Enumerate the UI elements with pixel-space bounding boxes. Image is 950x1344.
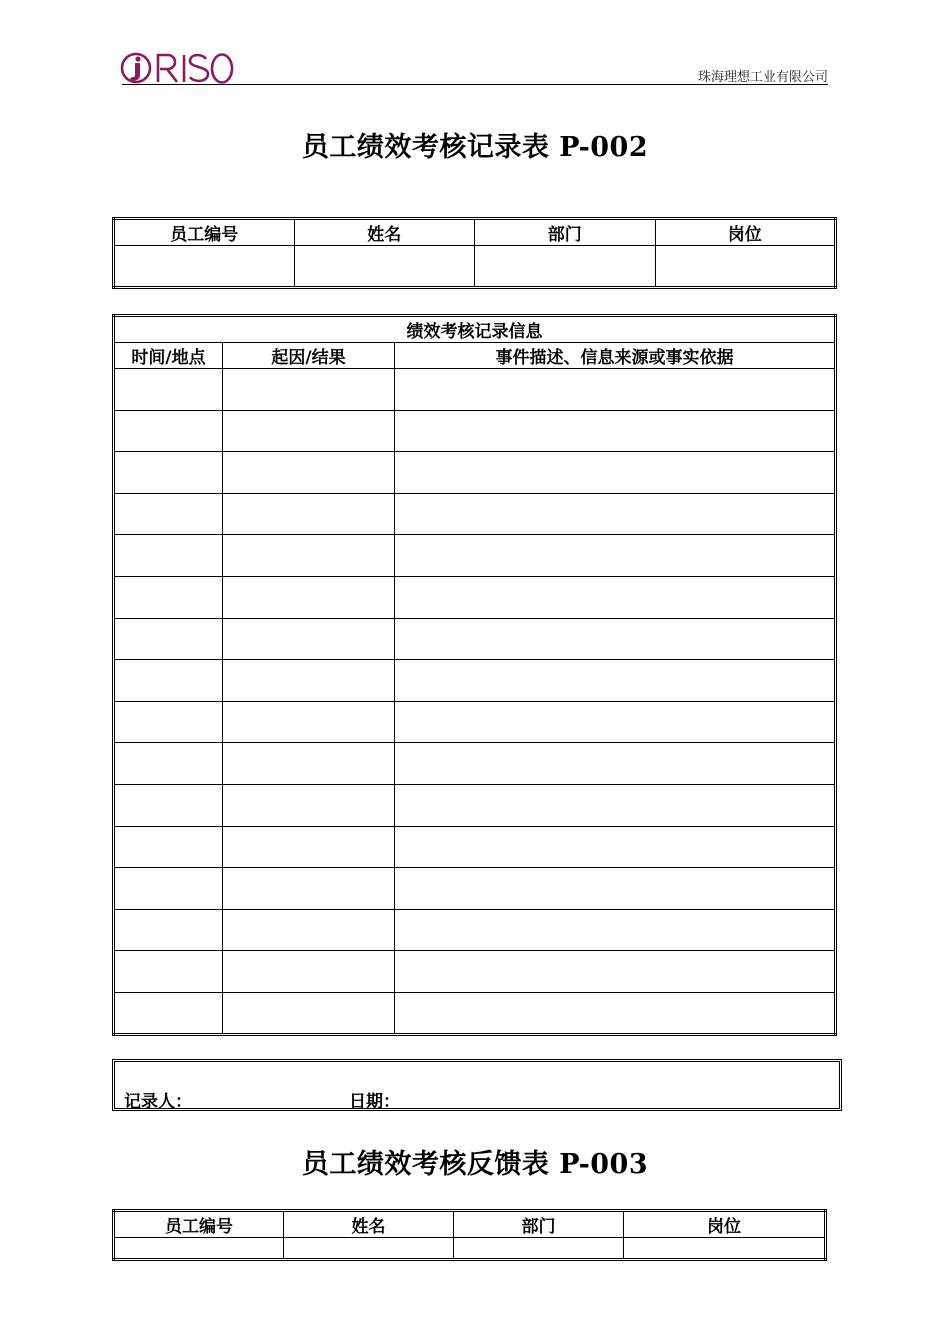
- record-header-cause-result: 起因/结果: [223, 343, 395, 369]
- record-time-place-cell[interactable]: [114, 493, 223, 535]
- record-time-place-cell[interactable]: [114, 369, 223, 411]
- record-row: [114, 868, 836, 910]
- header-divider: [122, 84, 828, 85]
- record-description-cell[interactable]: [395, 909, 836, 951]
- record-description-cell[interactable]: [395, 784, 836, 826]
- record-cause-result-cell[interactable]: [223, 369, 395, 411]
- record-row: [114, 743, 836, 785]
- p002-header-employee-id: 员工编号: [114, 219, 295, 246]
- record-time-place-cell[interactable]: [114, 909, 223, 951]
- record-header-description: 事件描述、信息来源或事实依据: [395, 343, 836, 369]
- record-description-cell[interactable]: [395, 868, 836, 910]
- record-section-title: 绩效考核记录信息: [114, 316, 836, 343]
- p002-employee-id-field[interactable]: [114, 246, 295, 288]
- record-description-cell[interactable]: [395, 660, 836, 702]
- p003-department-field[interactable]: [454, 1238, 624, 1260]
- p003-employee-info-table: [112, 1209, 827, 1261]
- record-cause-result-cell[interactable]: [223, 743, 395, 785]
- record-description-cell[interactable]: [395, 951, 836, 993]
- form-p002-title: 员工绩效考核记录表 P-002: [301, 132, 649, 163]
- record-cause-result-cell[interactable]: [223, 493, 395, 535]
- p002-employee-info-table: [112, 217, 837, 289]
- p003-name-field[interactable]: [284, 1238, 454, 1260]
- record-cause-result-cell[interactable]: [223, 826, 395, 868]
- record-time-place-cell[interactable]: [114, 826, 223, 868]
- p002-record-table: [112, 314, 837, 1036]
- record-row: [114, 909, 836, 951]
- record-time-place-cell[interactable]: [114, 992, 223, 1034]
- record-cause-result-cell[interactable]: [223, 452, 395, 494]
- record-row: [114, 576, 836, 618]
- record-time-place-cell[interactable]: [114, 784, 223, 826]
- record-row: [114, 992, 836, 1034]
- record-time-place-cell[interactable]: [114, 951, 223, 993]
- record-row: [114, 660, 836, 702]
- record-description-cell[interactable]: [395, 992, 836, 1034]
- record-row: [114, 784, 836, 826]
- p002-header-position: 岗位: [655, 219, 836, 246]
- p003-employee-id-field[interactable]: [114, 1238, 284, 1260]
- p002-header-name: 姓名: [294, 219, 475, 246]
- record-row: [114, 369, 836, 411]
- record-description-cell[interactable]: [395, 410, 836, 452]
- record-description-cell[interactable]: [395, 369, 836, 411]
- record-row: [114, 618, 836, 660]
- record-cause-result-cell[interactable]: [223, 660, 395, 702]
- record-description-cell[interactable]: [395, 576, 836, 618]
- record-description-cell[interactable]: [395, 452, 836, 494]
- record-cause-result-cell[interactable]: [223, 618, 395, 660]
- record-time-place-cell[interactable]: [114, 868, 223, 910]
- riso-logo: [120, 50, 234, 86]
- record-cause-result-cell[interactable]: [223, 868, 395, 910]
- p002-department-field[interactable]: [475, 246, 656, 288]
- company-name: 珠海理想工业有限公司: [697, 70, 828, 85]
- record-cause-result-cell[interactable]: [223, 992, 395, 1034]
- date-label: 日期：: [349, 1092, 400, 1112]
- recorder-signature-box: [112, 1059, 842, 1111]
- record-row: [114, 493, 836, 535]
- record-time-place-cell[interactable]: [114, 410, 223, 452]
- record-time-place-cell[interactable]: [114, 618, 223, 660]
- record-cause-result-cell[interactable]: [223, 951, 395, 993]
- recorder-label: 记录人：: [124, 1092, 192, 1112]
- record-row: [114, 701, 836, 743]
- record-cause-result-cell[interactable]: [223, 909, 395, 951]
- record-cause-result-cell[interactable]: [223, 410, 395, 452]
- record-time-place-cell[interactable]: [114, 701, 223, 743]
- record-description-cell[interactable]: [395, 535, 836, 577]
- p003-header-employee-id: 员工编号: [114, 1211, 284, 1238]
- record-cause-result-cell[interactable]: [223, 701, 395, 743]
- record-header-time-place: 时间/地点: [114, 343, 223, 369]
- record-description-cell[interactable]: [395, 826, 836, 868]
- record-row: [114, 951, 836, 993]
- p003-header-department: 部门: [454, 1211, 624, 1238]
- record-description-cell[interactable]: [395, 743, 836, 785]
- record-time-place-cell[interactable]: [114, 452, 223, 494]
- p003-position-field[interactable]: [624, 1238, 826, 1260]
- record-cause-result-cell[interactable]: [223, 535, 395, 577]
- record-description-cell[interactable]: [395, 701, 836, 743]
- p002-header-department: 部门: [475, 219, 656, 246]
- record-row: [114, 452, 836, 494]
- record-time-place-cell[interactable]: [114, 660, 223, 702]
- record-description-cell[interactable]: [395, 493, 836, 535]
- record-cause-result-cell[interactable]: [223, 576, 395, 618]
- p003-header-position: 岗位: [624, 1211, 826, 1238]
- p003-header-name: 姓名: [284, 1211, 454, 1238]
- record-row: [114, 535, 836, 577]
- form-p003-title: 员工绩效考核反馈表 P-003: [301, 1149, 649, 1180]
- record-time-place-cell[interactable]: [114, 576, 223, 618]
- record-description-cell[interactable]: [395, 618, 836, 660]
- record-time-place-cell[interactable]: [114, 535, 223, 577]
- record-row: [114, 410, 836, 452]
- record-time-place-cell[interactable]: [114, 743, 223, 785]
- record-row: [114, 826, 836, 868]
- p002-position-field[interactable]: [655, 246, 836, 288]
- record-cause-result-cell[interactable]: [223, 784, 395, 826]
- p002-name-field[interactable]: [294, 246, 475, 288]
